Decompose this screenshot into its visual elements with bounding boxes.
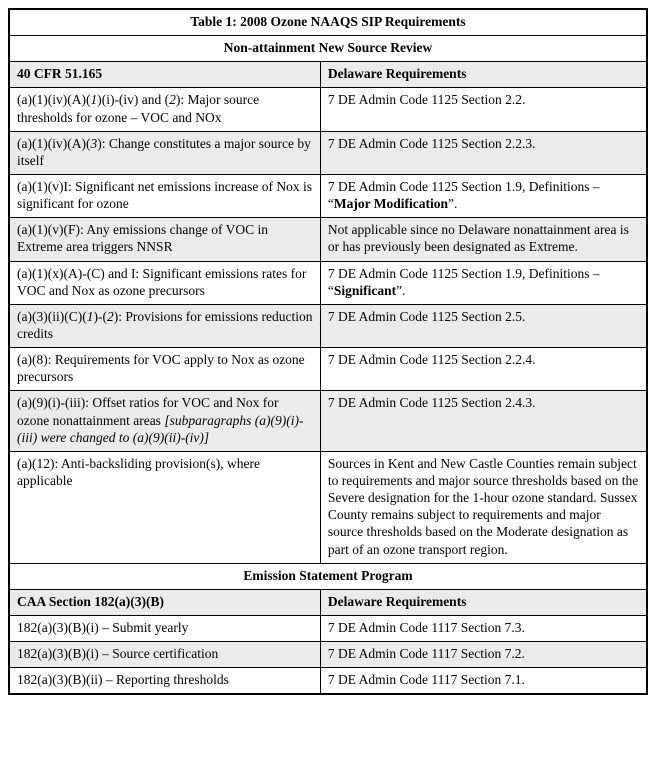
table-row — [9, 131, 647, 174]
section-2-header: Emission Statement Program — [9, 563, 647, 589]
table-row — [9, 451, 647, 563]
table-row — [9, 348, 647, 391]
delaware-cell: 7 DE Admin Code 1125 Section 2.2.3. — [320, 131, 647, 174]
requirement-cell: 182(a)(3)(B)(ii) – Reporting thresholds — [9, 668, 320, 695]
requirement-cell: 182(a)(3)(B)(i) – Submit yearly — [9, 615, 320, 641]
table-row — [9, 304, 647, 347]
section-2-column-header-left: CAA Section 182(a)(3)(B) — [9, 589, 320, 615]
sip-requirements-table — [8, 8, 648, 695]
requirement-cell: (a)(1)(v)(F): Any emissions change of VOC in Extreme area triggers NNSR — [9, 218, 320, 261]
delaware-cell: 7 DE Admin Code 1125 Section 2.4.3. — [320, 391, 647, 451]
table-row — [9, 88, 647, 131]
section-header-row — [9, 36, 647, 62]
section-1-column-header-right: Delaware Requirements — [320, 62, 647, 88]
title-row — [9, 9, 647, 36]
delaware-cell: 7 DE Admin Code 1125 Section 2.2.4. — [320, 348, 647, 391]
delaware-cell: 7 DE Admin Code 1125 Section 1.9, Definitions – “Significant”. — [320, 261, 647, 304]
section-header-row — [9, 563, 647, 589]
requirement-cell: (a)(3)(ii)(C)(1)-(2): Provisions for emissions reduction credits — [9, 304, 320, 347]
requirement-cell: (a)(1)(iv)(A)(3): Change constitutes a major source by itself — [9, 131, 320, 174]
requirement-cell: (a)(1)(v)I: Significant net emissions increase of Nox is significant for ozone — [9, 174, 320, 217]
table-row — [9, 391, 647, 451]
requirement-cell: (a)(12): Anti-backsliding provision(s), where applicable — [9, 451, 320, 563]
requirement-cell: (a)(9)(i)-(iii): Offset ratios for VOC and Nox for ozone nonattainment areas [subparagraphs (a)(9)(i)-(iii) were changed to (a)(9)(ii)-(iv)] — [9, 391, 320, 451]
table-row — [9, 174, 647, 217]
delaware-cell: 7 DE Admin Code 1125 Section 1.9, Definitions – “Major Modification”. — [320, 174, 647, 217]
requirement-cell: (a)(8): Requirements for VOC apply to Nox as ozone precursors — [9, 348, 320, 391]
column-header-row — [9, 589, 647, 615]
delaware-cell: 7 DE Admin Code 1117 Section 7.2. — [320, 642, 647, 668]
delaware-cell: 7 DE Admin Code 1125 Section 2.2. — [320, 88, 647, 131]
delaware-cell: 7 DE Admin Code 1125 Section 2.5. — [320, 304, 647, 347]
delaware-cell: Sources in Kent and New Castle Counties remain subject to requirements and major source thresholds based on the Severe designation for the 1-hour ozone standard. Sussex County remains subject to requirements and major source thresholds based on the Moderate designation as part of an ozone transport region. — [320, 451, 647, 563]
requirement-cell: (a)(1)(iv)(A)(1)(i)-(iv) and (2): Major source thresholds for ozone – VOC and NOx — [9, 88, 320, 131]
table-title: Table 1: 2008 Ozone NAAQS SIP Requirements — [9, 9, 647, 36]
table-row — [9, 261, 647, 304]
requirement-cell: (a)(1)(x)(A)-(C) and I: Significant emissions rates for VOC and Nox as ozone precursors — [9, 261, 320, 304]
section-1-header: Non-attainment New Source Review — [9, 36, 647, 62]
table-row — [9, 615, 647, 641]
table-row — [9, 668, 647, 695]
delaware-cell: 7 DE Admin Code 1117 Section 7.3. — [320, 615, 647, 641]
delaware-cell: Not applicable since no Delaware nonattainment area is or has previously been designated as Extreme. — [320, 218, 647, 261]
delaware-cell: 7 DE Admin Code 1117 Section 7.1. — [320, 668, 647, 695]
requirement-cell: 182(a)(3)(B)(i) – Source certification — [9, 642, 320, 668]
section-1-column-header-left: 40 CFR 51.165 — [9, 62, 320, 88]
section-2-column-header-right: Delaware Requirements — [320, 589, 647, 615]
table-row — [9, 642, 647, 668]
table-row — [9, 218, 647, 261]
column-header-row — [9, 62, 647, 88]
